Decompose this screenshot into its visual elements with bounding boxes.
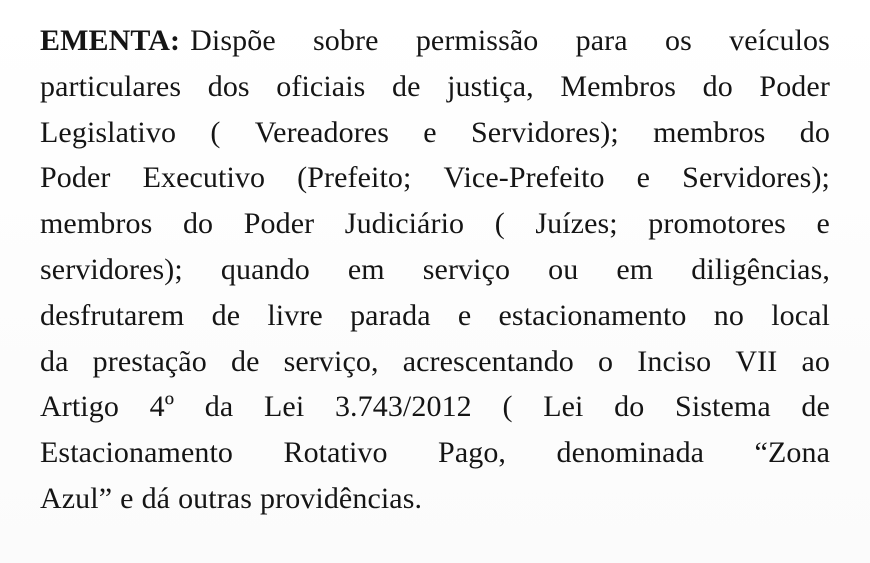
word: Azul”	[40, 481, 113, 515]
word: de	[392, 69, 421, 103]
word: (	[210, 115, 221, 149]
word: de	[211, 298, 241, 332]
word: Judiciário	[344, 207, 465, 241]
word: providências.	[260, 481, 423, 515]
text-line	[40, 201, 830, 247]
word: em	[347, 252, 385, 286]
word: ao	[801, 344, 830, 378]
word: dá	[141, 481, 171, 515]
word: membros	[40, 207, 153, 241]
text-line	[40, 18, 830, 64]
word: (Prefeito;	[297, 161, 412, 195]
text-line-content	[190, 18, 830, 64]
word: outras	[178, 481, 252, 515]
word: prestação	[92, 344, 207, 378]
word: justiça,	[447, 69, 534, 103]
word: “Zona	[754, 436, 830, 470]
word: Membros	[560, 69, 677, 103]
word: Pago,	[438, 436, 507, 470]
word: e	[457, 298, 472, 332]
word: Executivo	[142, 161, 266, 195]
word: e	[423, 115, 437, 149]
word: Poder	[759, 69, 830, 103]
word: sobre	[313, 24, 379, 57]
word: veículos	[729, 24, 830, 57]
text-line	[40, 64, 830, 110]
word: promotores	[648, 207, 786, 241]
word: (	[494, 207, 505, 241]
word: o	[598, 344, 614, 378]
word: membros	[653, 115, 766, 149]
word: estacionamento	[498, 298, 687, 332]
text-line	[40, 293, 830, 339]
word: do	[182, 207, 214, 241]
word: diligências,	[691, 252, 830, 286]
word: Artigo	[40, 390, 119, 424]
word: no	[713, 298, 744, 332]
ementa-paragraph	[40, 18, 830, 522]
word: acrescentando	[402, 344, 574, 378]
word: e	[816, 207, 830, 241]
word: permissão	[415, 24, 539, 57]
word: Rotativo	[283, 436, 388, 470]
word: oficiais	[276, 69, 366, 103]
word: Vereadores	[254, 115, 389, 149]
word: (	[502, 390, 513, 424]
word: Lei	[543, 390, 584, 424]
word: Poder	[243, 207, 315, 241]
word: e	[636, 161, 651, 195]
word: ou	[548, 252, 579, 286]
word: 4º	[149, 390, 175, 424]
text-line	[40, 430, 830, 476]
word: em	[616, 252, 654, 286]
text-line	[40, 110, 830, 156]
word: Inciso	[637, 344, 712, 378]
word: Servidores);	[682, 161, 830, 195]
word: e	[120, 481, 134, 515]
word: para	[575, 24, 628, 57]
text-line	[40, 476, 830, 522]
word: Dispõe	[190, 24, 276, 57]
text-line	[40, 155, 830, 201]
text-line	[40, 247, 830, 293]
word: particulares	[40, 69, 182, 103]
word: do	[799, 115, 830, 149]
word: Servidores);	[470, 115, 619, 149]
word: dos	[207, 69, 250, 103]
word: Lei	[263, 390, 305, 424]
word: servidores);	[40, 252, 183, 286]
text-line	[40, 384, 830, 430]
word: de	[801, 390, 830, 424]
word: serviço	[422, 252, 511, 286]
ementa-label: EMENTA:	[40, 24, 181, 57]
word: VII	[735, 344, 778, 378]
word: da	[40, 344, 69, 378]
word: Legislativo	[40, 115, 177, 149]
word: quando	[220, 252, 310, 286]
word: 3.743/2012	[334, 390, 472, 424]
word: denominada	[556, 436, 705, 470]
word: Poder	[40, 161, 111, 195]
text-line	[40, 339, 830, 385]
word: da	[204, 390, 234, 424]
word: os	[664, 24, 692, 57]
word: de	[230, 344, 260, 378]
word: serviço,	[283, 344, 379, 378]
word: livre	[267, 298, 323, 332]
word: Vice-Prefeito	[443, 161, 605, 195]
word: do	[614, 390, 645, 424]
word: Sistema	[675, 390, 771, 424]
word: local	[771, 298, 830, 332]
word: do	[702, 69, 733, 103]
word: parada	[350, 298, 431, 332]
word: Estacionamento	[40, 436, 234, 470]
word: Juízes;	[535, 207, 618, 241]
word: desfrutarem	[40, 298, 185, 332]
